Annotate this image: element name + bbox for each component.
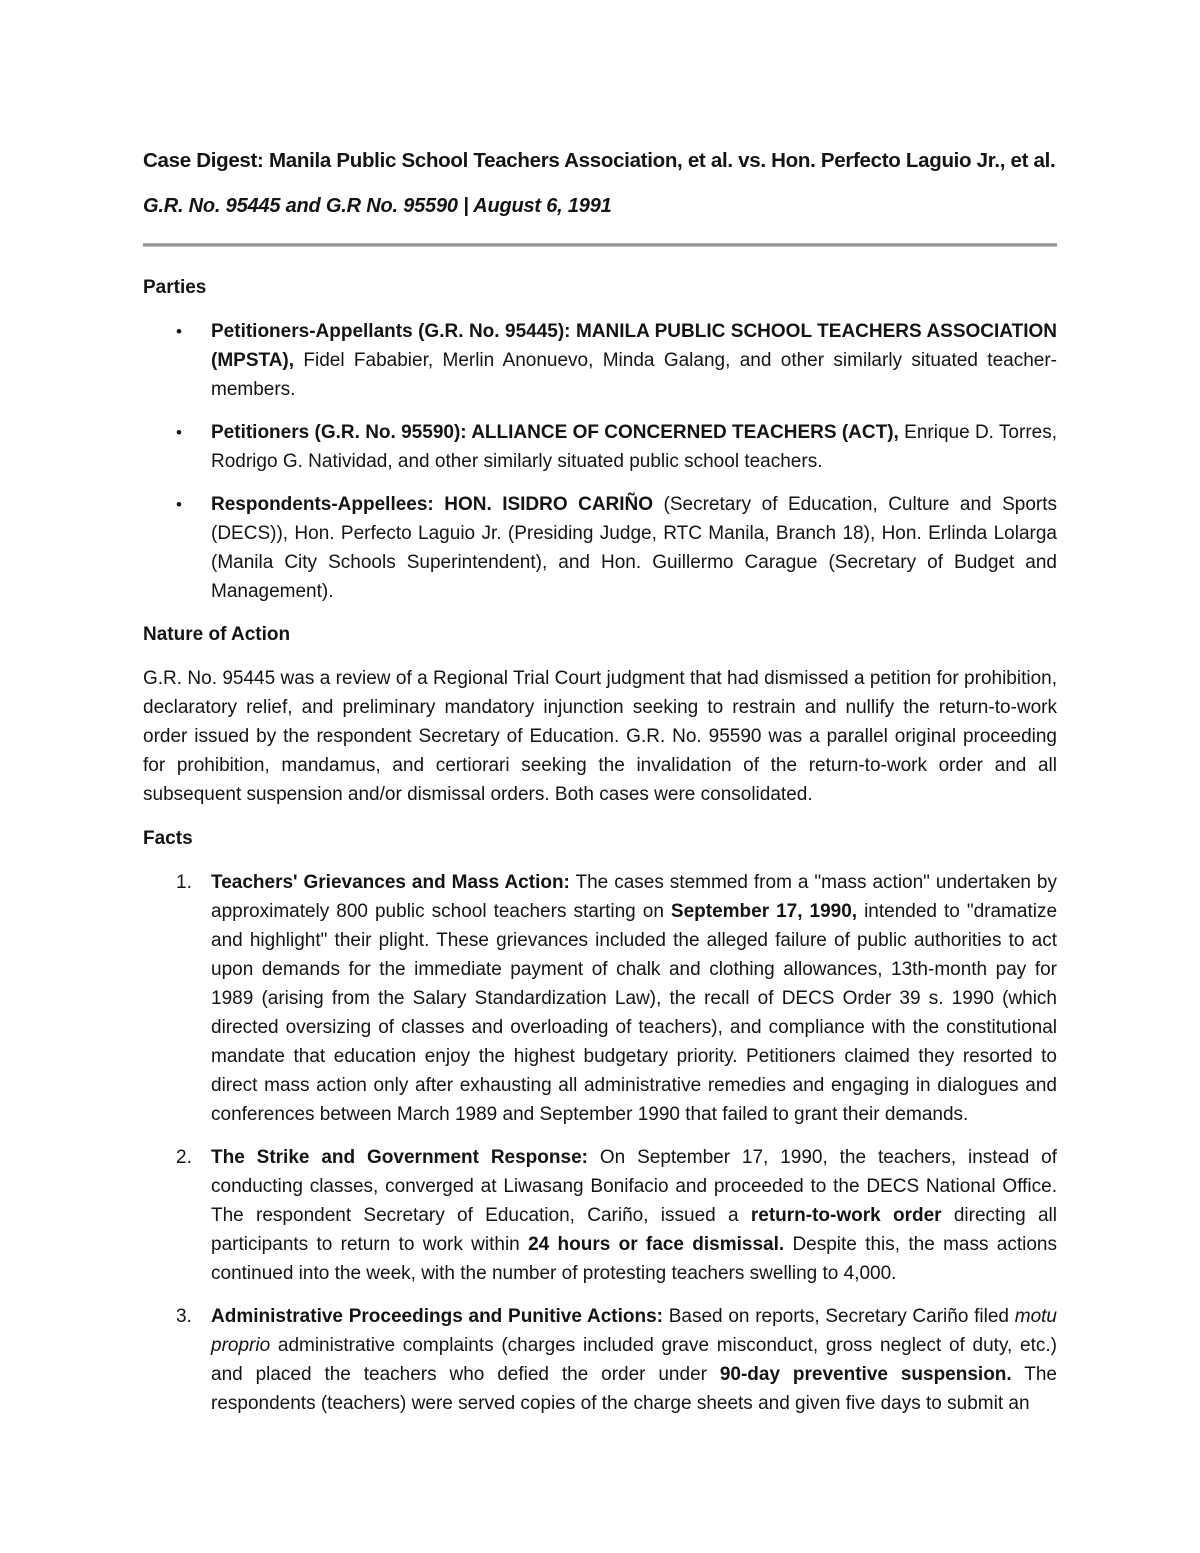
bold-text: Administrative Proceedings and Punitive Actions: [211, 1306, 663, 1327]
number-marker: 2. [176, 1147, 192, 1168]
regular-text: The cases stemmed from a "mass action" undertaken by approximately 800 public school teachers starting on [211, 872, 1057, 922]
regular-text: Enrique D. Torres, Rodrigo G. Natividad, and other similarly situated public school teachers. [211, 422, 1057, 472]
italic-text: motu proprio [211, 1306, 1057, 1356]
bold-text: return-to-work order [750, 1205, 942, 1226]
list-item-text [211, 317, 1057, 404]
list-item-petitioners [143, 418, 1057, 476]
regular-text: Based on reports, Secretary Cariño filed [662, 1306, 1015, 1327]
bold-text: The Strike and Government Response: [211, 1147, 588, 1168]
parties-bullet-list [143, 317, 1057, 606]
regular-text: (Secretary of Education, Culture and Sports (DECS)), Hon. Perfecto Laguio Jr. (Presiding Judge, RTC Manila, Branch 18), Hon. Erlinda Lolarga (Manila City Schools Superintendent), and Hon. Guillermo Carague (Secretary of Budget and Management). [211, 494, 1057, 602]
section-heading-nature-of-action: Nature of Action [143, 624, 291, 645]
list-item-petitioners-appellants [143, 317, 1057, 404]
regular-text: On September 17, 1990, the teachers, instead of conducting classes, converged at Liwasang Bonifacio and proceeded to the DECS National Office. The respondent Secretary of Education, Cariño, issued a [211, 1147, 1057, 1226]
bold-text: 24 hours or face dismissal. [528, 1234, 785, 1255]
number-marker: 1. [176, 872, 192, 893]
section-heading-parties: Parties [143, 277, 207, 298]
regular-text: intended to "dramatize and highlight" their plight. These grievances included the alleged failure of public authorities to act upon demands for the immediate payment of chalk and clothing allowances, 13th-month pay for 1989 (arising from the Salary Standardization Law), the recall of DECS Order 39 s. 1990 (which directed oversizing of classes and overloading of teachers), and compliance with the constitutional mandate that education enjoy the highest budgetary priority. Petitioners claimed they resorted to direct mass action only after exhausting all administrative remedies and engaging in dialogues and conferences between March 1989 and September 1990 that failed to grant their demands. [211, 901, 1058, 1125]
numbered-item-grievances [143, 868, 1057, 1129]
list-item-respondents [143, 490, 1057, 606]
bullet-marker: • [176, 322, 182, 341]
regular-text: administrative complaints (charges included grave misconduct, gross neglect of duty, etc.) and placed the teachers who defied the order under [211, 1335, 1057, 1385]
nature-of-action-paragraph: G.R. No. 95445 was a review of a Regional Trial Court judgment that had dismissed a petition for prohibition, declaratory relief, and preliminary mandatory injunction seeking to restrain and nullify the return-to-work order issued by the respondent Secretary of Education. G.R. No. 95590 was a parallel original proceeding for prohibition, mandamus, and certiorari seeking the invalidation of the return-to-work order and all subsequent suspension and/or dismissal orders. Both cases were consolidated. [143, 668, 1057, 805]
bullet-marker: • [176, 423, 182, 442]
regular-text: Fidel Fababier, Merlin Anonuevo, Minda Galang, and other similarly situated teacher-members. [211, 350, 1057, 400]
bold-text: Respondents-Appellees: HON. ISIDRO CARIÑO [211, 494, 654, 515]
document-title: Case Digest: Manila Public School Teachers Association, et al. vs. Hon. Perfecto Laguio Jr., et al. [143, 149, 1056, 172]
numbered-item-strike-response [143, 1143, 1057, 1288]
bold-text: Teachers' Grievances and Mass Action: [211, 872, 570, 893]
bold-text: September 17, 1990, [670, 901, 858, 922]
bold-text: Petitioners (G.R. No. 95590): ALLIANCE OF CONCERNED TEACHERS (ACT), [211, 422, 899, 443]
section-heading-facts: Facts [143, 828, 193, 849]
bold-text: 90-day preventive suspension. [719, 1364, 1012, 1385]
list-item-text [211, 1302, 1057, 1418]
number-marker: 3. [176, 1306, 192, 1327]
regular-text: The respondents (teachers) were served copies of the charge sheets and given five days to submit an [211, 1364, 1057, 1414]
list-item-text [211, 418, 1057, 476]
regular-text: directing all participants to return to work within [211, 1205, 1057, 1255]
facts-numbered-list [143, 868, 1057, 1418]
document-subtitle: G.R. No. 95445 and G.R No. 95590 | August 6, 1991 [143, 195, 612, 217]
bold-text: Petitioners-Appellants (G.R. No. 95445): MANILA PUBLIC SCHOOL TEACHERS ASSOCIATION (MPSTA), [211, 321, 1057, 371]
regular-text: Despite this, the mass actions continued into the week, with the number of protesting teachers swelling to 4,000. [211, 1234, 1057, 1284]
numbered-item-admin-proceedings [143, 1302, 1057, 1418]
horizontal-rule [143, 243, 1057, 247]
bullet-marker: • [176, 495, 182, 514]
list-item-text [211, 1143, 1057, 1288]
list-item-text [211, 490, 1057, 606]
list-item-text [211, 868, 1057, 1129]
